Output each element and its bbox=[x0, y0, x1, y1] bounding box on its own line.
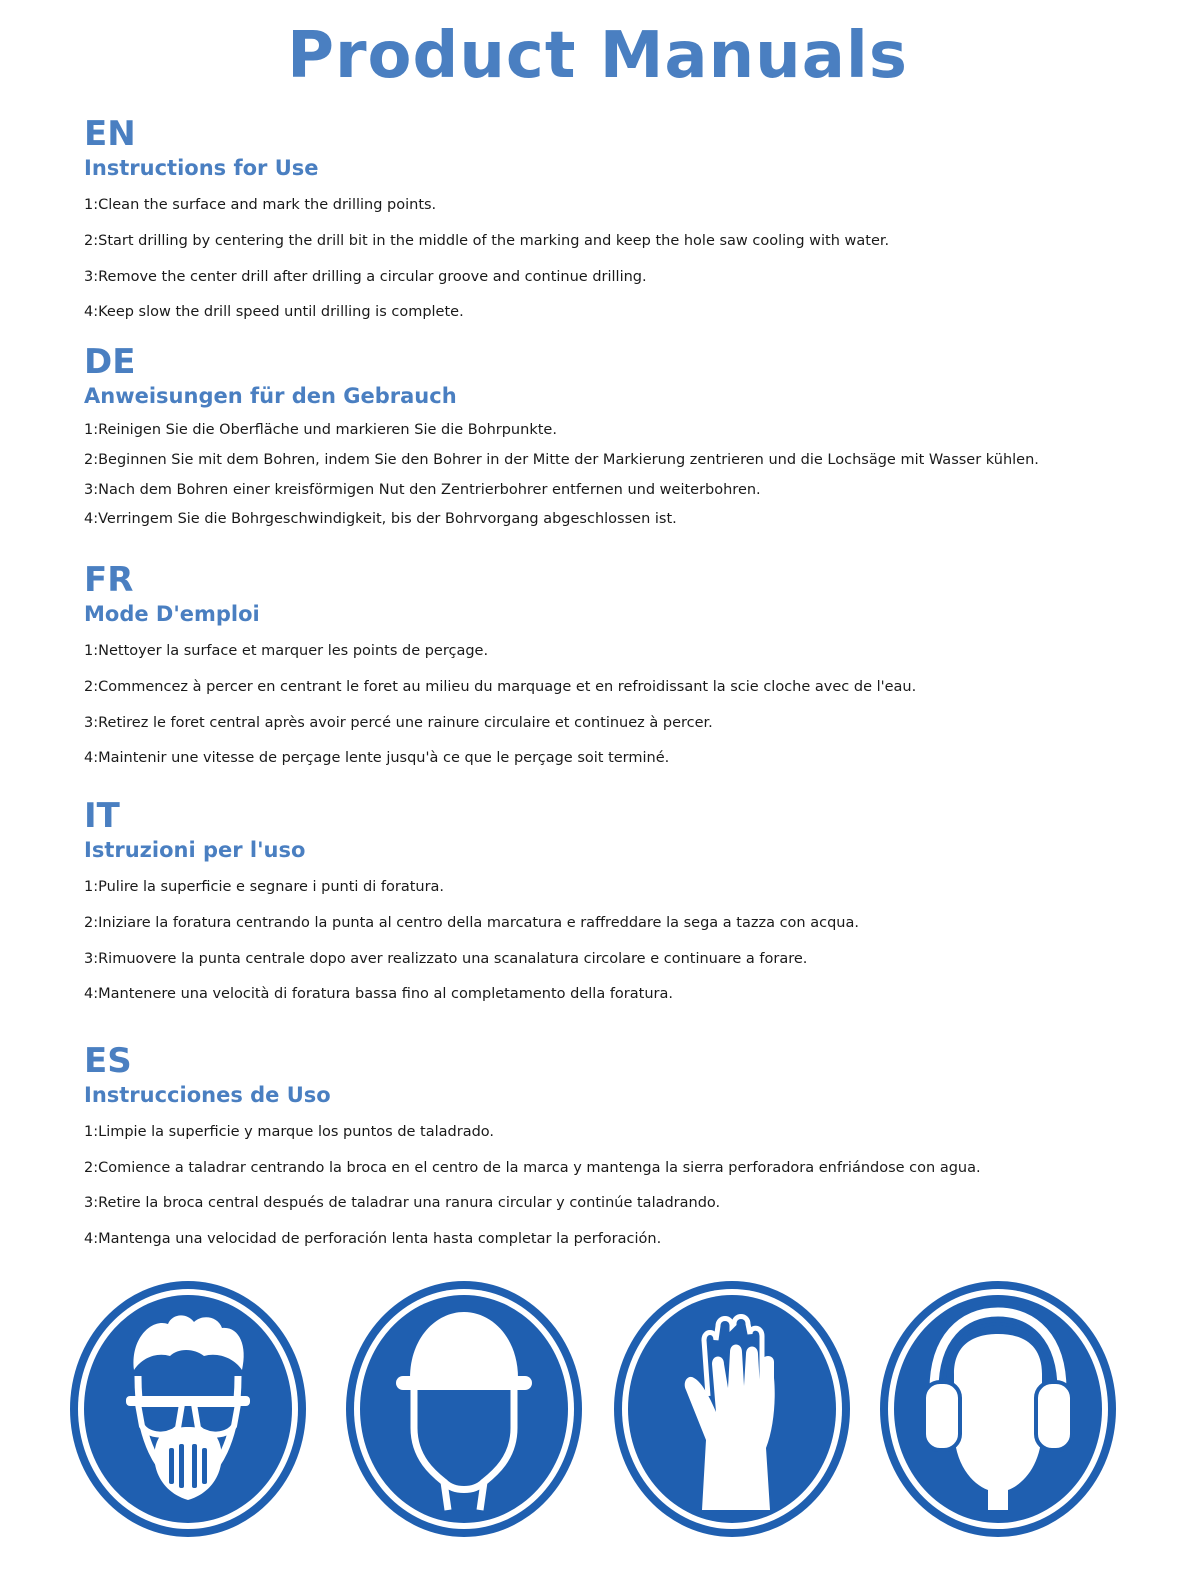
language-code: IT bbox=[84, 796, 120, 836]
instruction-step: 1:Nettoyer la surface et marquer les points de perçage. bbox=[84, 643, 489, 659]
instruction-step: 4:Verringem Sie die Bohrgeschwindigkeit, bis der Bohrvorgang abgeschlossen ist. bbox=[84, 511, 677, 528]
instruction-step: 1:Clean the surface and mark the drilling points. bbox=[84, 197, 437, 213]
language-code: DE bbox=[84, 342, 136, 382]
section-en bbox=[84, 116, 1124, 331]
language-code: EN bbox=[84, 114, 136, 154]
safety-gloves-icon bbox=[612, 1278, 852, 1540]
instruction-step: 3:Nach dem Bohren einer kreisförmigen Nut den Zentrierbohrer entfernen und weiterbohren. bbox=[84, 481, 761, 498]
language-code: FR bbox=[84, 560, 134, 600]
respirator-mask-icon bbox=[68, 1278, 308, 1540]
section-heading: Istruzioni per l'uso bbox=[84, 838, 306, 862]
instruction-step: 4:Mantenga una velocidad de perforación lenta hasta completar la perforación. bbox=[84, 1230, 662, 1247]
section-de bbox=[84, 344, 1124, 535]
instruction-step: 2:Beginnen Sie mit dem Bohren, indem Sie den Bohrer in der Mitte der Markierung zentrieren und die Lochsäge mit Wasser kühlen. bbox=[84, 451, 1039, 468]
language-code: ES bbox=[84, 1041, 132, 1081]
section-fr bbox=[84, 562, 1124, 777]
section-heading: Instrucciones de Uso bbox=[84, 1083, 331, 1107]
section-heading: Instructions for Use bbox=[84, 156, 319, 180]
instruction-step: 2:Commencez à percer en centrant le foret au milieu du marquage et en refroidissant la scie cloche avec de l'eau. bbox=[84, 678, 917, 695]
page-title: Product Manuals bbox=[287, 19, 908, 93]
instruction-step: 1:Pulire la superficie e segnare i punti di foratura. bbox=[84, 879, 445, 895]
instruction-step: 3:Remove the center drill after drilling a circular groove and continue drilling. bbox=[84, 268, 647, 285]
instruction-step: 3:Rimuovere la punta centrale dopo aver realizzato una scanalatura circolare e continuare a forare. bbox=[84, 950, 808, 967]
section-heading: Anweisungen für den Gebrauch bbox=[84, 384, 457, 408]
instruction-step: 1:Limpie la superficie y marque los puntos de taladrado. bbox=[84, 1124, 495, 1140]
section-it bbox=[84, 798, 1124, 1013]
instruction-step: 4:Keep slow the drill speed until drilling is complete. bbox=[84, 304, 464, 321]
ear-protection-icon bbox=[878, 1278, 1118, 1540]
section-es bbox=[84, 1043, 1124, 1257]
instruction-step: 2:Iniziare la foratura centrando la punta al centro della marcatura e raffreddare la sega a tazza con acqua. bbox=[84, 914, 859, 931]
instruction-step: 3:Retire la broca central después de taladrar una ranura circular y continúe taladrando. bbox=[84, 1195, 721, 1212]
instruction-step: 4:Maintenir une vitesse de perçage lente jusqu'à ce que le perçage soit terminé. bbox=[84, 750, 670, 767]
hard-hat-icon bbox=[344, 1278, 584, 1540]
instruction-step: 2:Start drilling by centering the drill bit in the middle of the marking and keep the hole saw cooling with water. bbox=[84, 232, 890, 249]
instruction-step: 2:Comience a taladrar centrando la broca en el centro de la marca y mantenga la sierra perforadora enfriándose con agua. bbox=[84, 1159, 981, 1176]
instruction-step: 3:Retirez le foret central après avoir percé une rainure circulaire et continuez à percer. bbox=[84, 714, 713, 731]
section-heading: Mode D'emploi bbox=[84, 602, 260, 626]
instruction-step: 1:Reinigen Sie die Oberfläche und markieren Sie die Bohrpunkte. bbox=[84, 422, 557, 438]
instruction-step: 4:Mantenere una velocità di foratura bassa fino al completamento della foratura. bbox=[84, 986, 673, 1003]
